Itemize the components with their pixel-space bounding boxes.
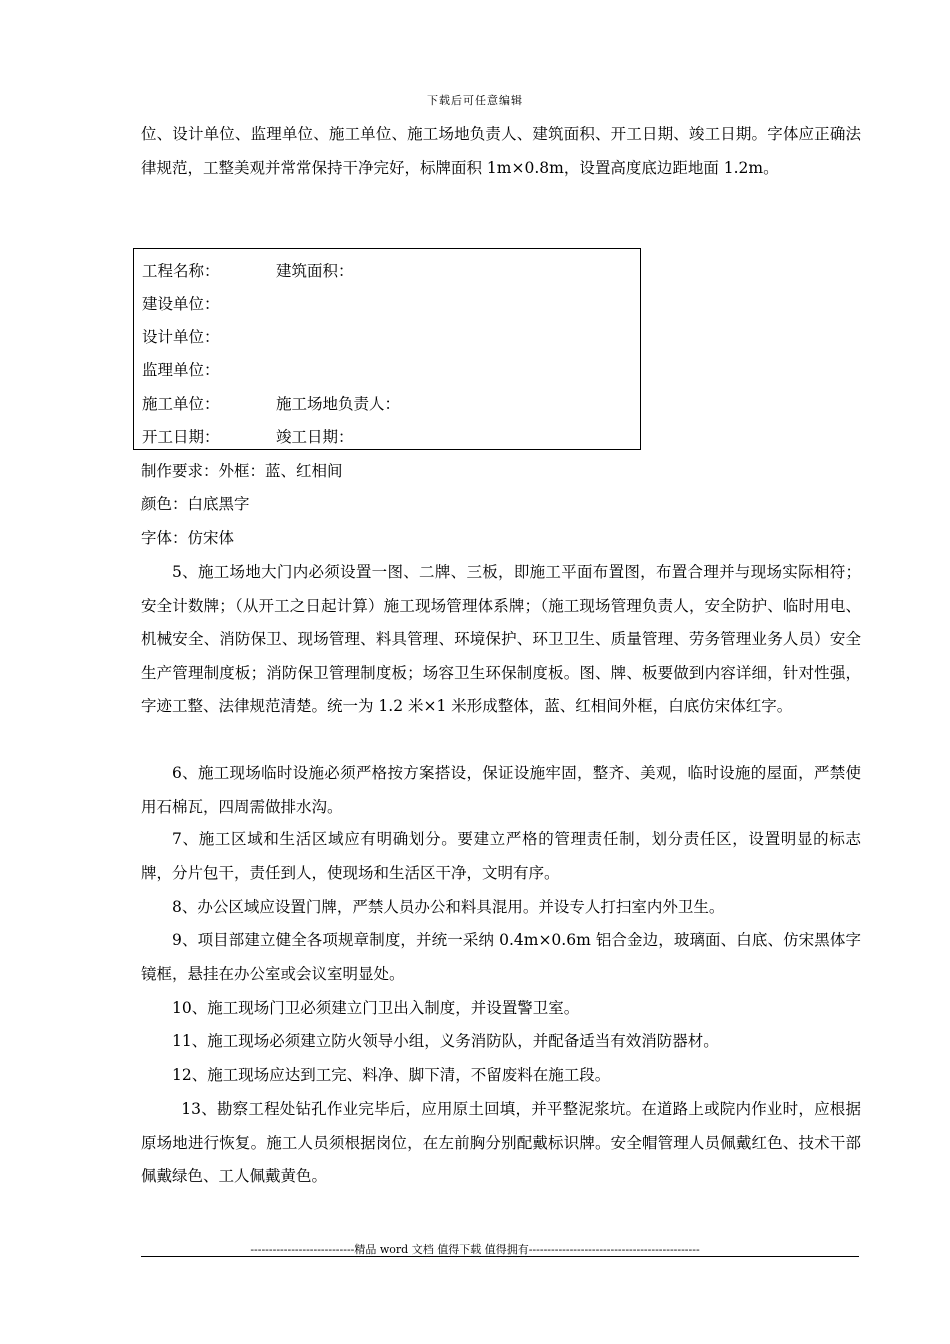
footer-rule [141,1256,859,1257]
requirement-frame: 制作要求：外框：蓝、红相间 [141,462,343,480]
item-11: 11、施工现场必须建立防火领导小组，义务消防队，并配备适当有效消防器材。 [172,1032,719,1050]
sign-row [142,261,354,281]
requirement-color: 颜色：白底黑字 [141,495,250,513]
sign-row-right: 建筑面积： [276,262,354,280]
sign-row [142,360,220,380]
intro-paragraph: 位、设计单位、监理单位、施工单位、施工场地负责人、建筑面积、开工日期、竣工日期。字体应正确法律规范，工整美观并常常保持干净完好，标牌面积 1m×0.8m，设置高度底边距地面 1.2m。 [141,125,861,177]
item-13: 13、勘察工程处钻孔作业完毕后，应用原土回填，并平整泥浆坑。在道路上或院内作业时，应根据原场地进行恢复。施工人员须根据岗位，在左前胸分别配戴标识牌。安全帽管理人员佩戴红色、技术干部佩戴绿色、工人佩戴黄色。 [141,1100,861,1185]
item-8: 8、办公区域应设置门牌，严禁人员办公和料具混用。并设专人打扫室内外卫生。 [172,898,725,916]
sign-row-left: 设计单位： [142,328,220,346]
sign-row [142,294,220,314]
sign-row-left: 施工单位： [142,395,220,413]
item-9: 9、项目部建立健全各项规章制度，并统一采纳 0.4m×0.6m 铝合金边，玻璃面、白底、仿宋黑体字镜框，悬挂在办公室或会议室明显处。 [141,931,861,983]
page-header: 下载后可任意编辑 [427,94,523,107]
sign-row [142,394,401,414]
sign-row-left: 工程名称： [142,262,220,280]
sign-row-left: 建设单位： [142,295,220,313]
item-7: 7、施工区域和生活区域应有明确划分。要建立严格的管理责任制，划分责任区，设置明显的标志牌，分片包干，责任到人，使现场和生活区干净，文明有序。 [141,830,861,882]
sign-row-right: 竣工日期： [276,428,354,446]
sign-row [142,327,220,347]
sign-row-right: 施工场地负责人： [276,395,401,413]
sign-board-table [133,248,641,450]
sign-row-left: 监理单位： [142,361,220,379]
item-6: 6、施工现场临时设施必须严格按方案搭设，保证设施牢固，整齐、美观，临时设施的屋面，严禁使用石棉瓦，四周需做排水沟。 [141,764,861,816]
item-5: 5、施工场地大门内必须设置一图、二牌、三板，即施工平面布置图，布置合理并与现场实际相符；安全计数牌；（从开工之日起计算）施工现场管理体系牌；（施工现场管理负责人，安全防护、临时用电、机械安全、消防保卫、现场管理、料具管理、环境保护、环卫卫生、质量管理、劳务管理业务人员）安全生产管理制度板；消防保卫管理制度板；场容卫生环保制度板。图、牌、板要做到内容详细，针对性强，字迹工整、法律规范清楚。统一为 1.2 米×1 米形成整体，蓝、红相间外框，白底仿宋体红字。 [141,563,861,715]
sign-row-left: 开工日期： [142,428,220,446]
item-10: 10、施工现场门卫必须建立门卫出入制度，并设置警卫室。 [172,999,580,1017]
sign-row [142,427,354,447]
footer-text: ----------------------------精品 word 文档 值得下载 值得拥有---------------------------------------------- [250,1243,700,1256]
requirement-font: 字体：仿宋体 [141,529,235,547]
item-12: 12、施工现场应达到工完、料净、脚下清，不留废料在施工段。 [172,1066,611,1084]
